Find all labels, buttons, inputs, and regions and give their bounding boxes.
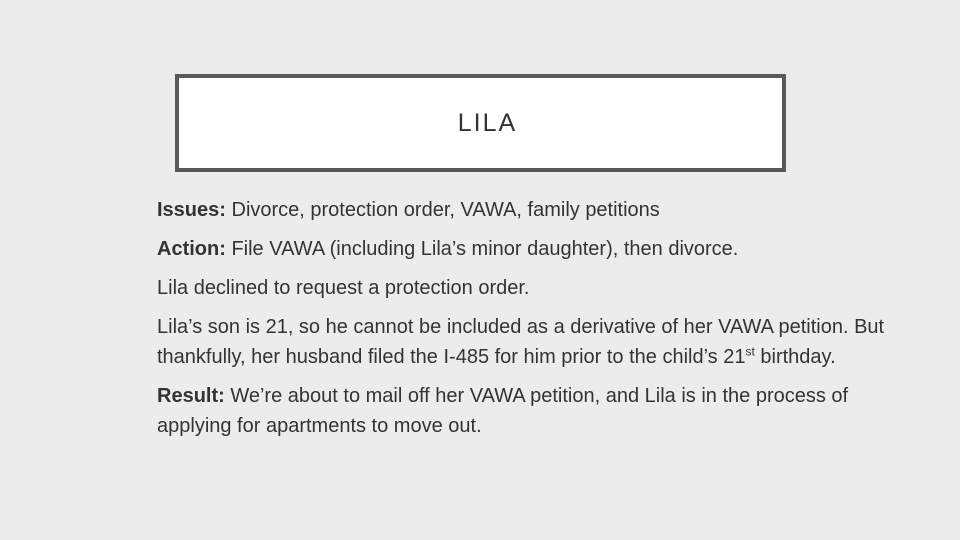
issues-paragraph — [157, 195, 897, 225]
slide-title-box — [175, 74, 786, 172]
son-paragraph — [157, 312, 897, 372]
issues-text: Divorce, protection order, VAWA, family petitions — [225, 199, 660, 221]
slide-title: LILA — [457, 108, 518, 137]
result-label: Result: — [157, 385, 225, 407]
declined-paragraph: Lila declined to request a protection order. — [157, 277, 530, 299]
slide-body — [157, 195, 897, 450]
son-superscript: st — [745, 344, 755, 359]
son-text-before: Lila’s son is 21, so he cannot be included as a derivative of her VAWA petition. But thankfully, her husband filed the I-485 for him prior to the child’s 21 — [157, 316, 885, 368]
action-text: File VAWA (including Lila’s minor daughter), then divorce. — [225, 238, 739, 260]
action-paragraph — [157, 234, 897, 264]
action-label: Action: — [157, 238, 226, 260]
result-text: We’re about to mail off her VAWA petition, and Lila is in the process of applying for apartments to move out. — [157, 385, 849, 437]
issues-label: Issues: — [157, 199, 226, 221]
result-paragraph — [157, 381, 897, 441]
son-text-after: birthday. — [754, 346, 836, 368]
